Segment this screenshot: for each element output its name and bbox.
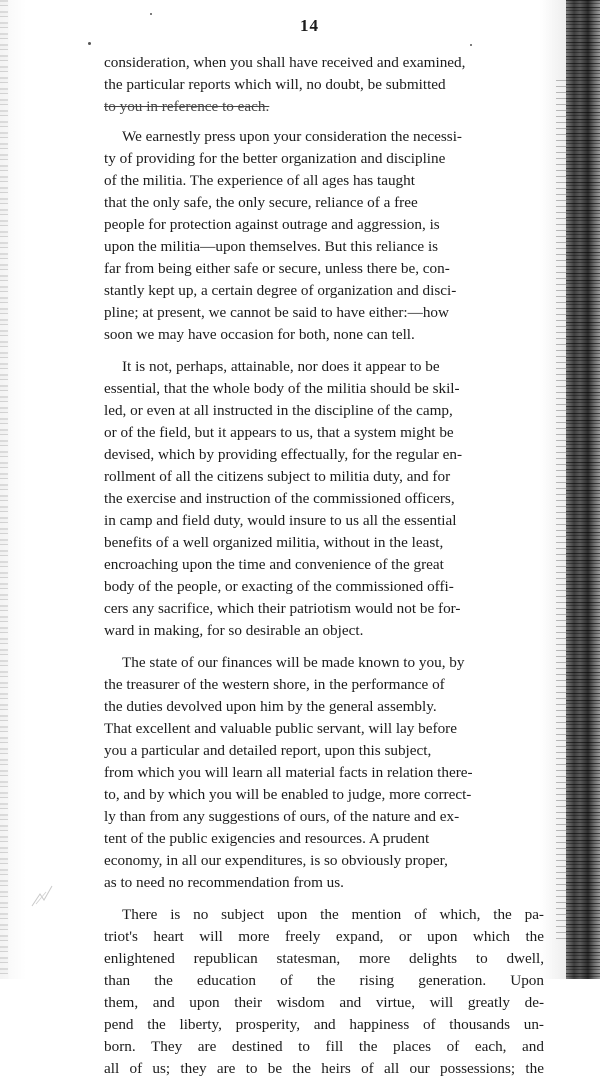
text-line: the duties devolved upon him by the general assembly. [104, 698, 437, 715]
text-line: economy, in all our expenditures, is so obviously proper, [104, 852, 448, 869]
text-line: encroaching upon the time and convenience of the great [104, 556, 444, 573]
text-line: ty of providing for the better organization and discipline [104, 150, 446, 167]
left-binding-edge [0, 0, 8, 979]
text-line-struck: to you in reference to each. [104, 98, 270, 115]
text-line: ward in making, for so desirable an object. [104, 622, 364, 639]
text-line: stantly kept up, a certain degree of organization and disci- [104, 282, 457, 299]
text-line: benefits of a well organized militia, without in the least, [104, 534, 444, 551]
paragraph-militia [104, 126, 544, 346]
paragraph-intro [104, 52, 544, 118]
text-line: to, and by which you will be enabled to judge, more correct- [104, 786, 472, 803]
text-line: ly than from any suggestions of ours, of the nature and ex- [104, 808, 460, 825]
text-line: all of us; they are to be the heirs of all our possessions; the [104, 1060, 544, 1077]
body-text [104, 52, 544, 1080]
ink-speck [470, 44, 472, 46]
text-line: in camp and field duty, would insure to us all the essential [104, 512, 457, 529]
page-shadow [556, 80, 566, 940]
text-line: or of the field, but it appears to us, that a system might be [104, 424, 454, 441]
text-line: the treasurer of the western shore, in the performance of [104, 676, 445, 693]
text-line: pend the liberty, prosperity, and happiness of thousands un- [104, 1016, 544, 1033]
text-line: far from being either safe or secure, unless there be, con- [104, 260, 450, 277]
text-line: soon we may have occasion for both, none can tell. [104, 326, 415, 343]
text-line: tent of the public exigencies and resources. A prudent [104, 830, 430, 847]
text-line: from which you will learn all material facts in relation there- [104, 764, 473, 781]
text-line: the particular reports which will, no doubt, be submitted [104, 76, 446, 93]
text-line: body of the people, or exacting of the commissioned offi- [104, 578, 454, 595]
text-line: We earnestly press upon your consideration the necessi- [122, 128, 462, 145]
text-line: them, and upon their wisdom and virtue, will greatly de- [104, 994, 544, 1011]
paragraph-skill [104, 356, 544, 642]
ink-speck [150, 13, 152, 15]
text-line: triot's heart will more freely expand, or upon which the [104, 928, 544, 945]
pencil-mark [28, 880, 58, 910]
text-line: The state of our finances will be made known to you, by [122, 654, 465, 671]
text-line: that the only safe, the only secure, reliance of a free [104, 194, 418, 211]
paragraph-education [104, 904, 544, 1080]
text-line: upon the militia—upon themselves. But this reliance is [104, 238, 439, 255]
paragraph-finance [104, 652, 544, 894]
text-line: That excellent and valuable public servant, will lay before [104, 720, 457, 737]
text-line: you a particular and detailed report, upon this subject, [104, 742, 432, 759]
text-line: It is not, perhaps, attainable, nor does it appear to be [122, 358, 440, 375]
text-line: people for protection against outrage and aggression, is [104, 216, 440, 233]
text-line: rollment of all the citizens subject to militia duty, and for [104, 468, 451, 485]
text-line: devised, which by providing effectually, for the regular en- [104, 446, 463, 463]
text-line: led, or even at all instructed in the discipline of the camp, [104, 402, 453, 419]
text-line: consideration, when you shall have received and examined, [104, 54, 466, 71]
text-line: essential, that the whole body of the militia should be skil- [104, 380, 460, 397]
text-line: of the militia. The experience of all ages has taught [104, 172, 415, 189]
text-line: as to need no recommendation from us. [104, 874, 344, 891]
text-line: born. They are destined to fill the places of each, and [104, 1038, 544, 1055]
text-line: There is no subject upon the mention of which, the pa- [122, 906, 544, 923]
text-line: pline; at present, we cannot be said to have either:—how [104, 304, 449, 321]
ink-speck [88, 42, 91, 45]
page-number: 14 [300, 16, 319, 35]
text-line: the exercise and instruction of the commissioned officers, [104, 490, 455, 507]
right-binding-edge [566, 0, 600, 979]
text-line: enlightened republican statesman, more delights to dwell, [104, 950, 544, 967]
text-line: than the education of the rising generation. Upon [104, 972, 544, 989]
text-line: cers any sacrifice, which their patriotism would not be for- [104, 600, 461, 617]
